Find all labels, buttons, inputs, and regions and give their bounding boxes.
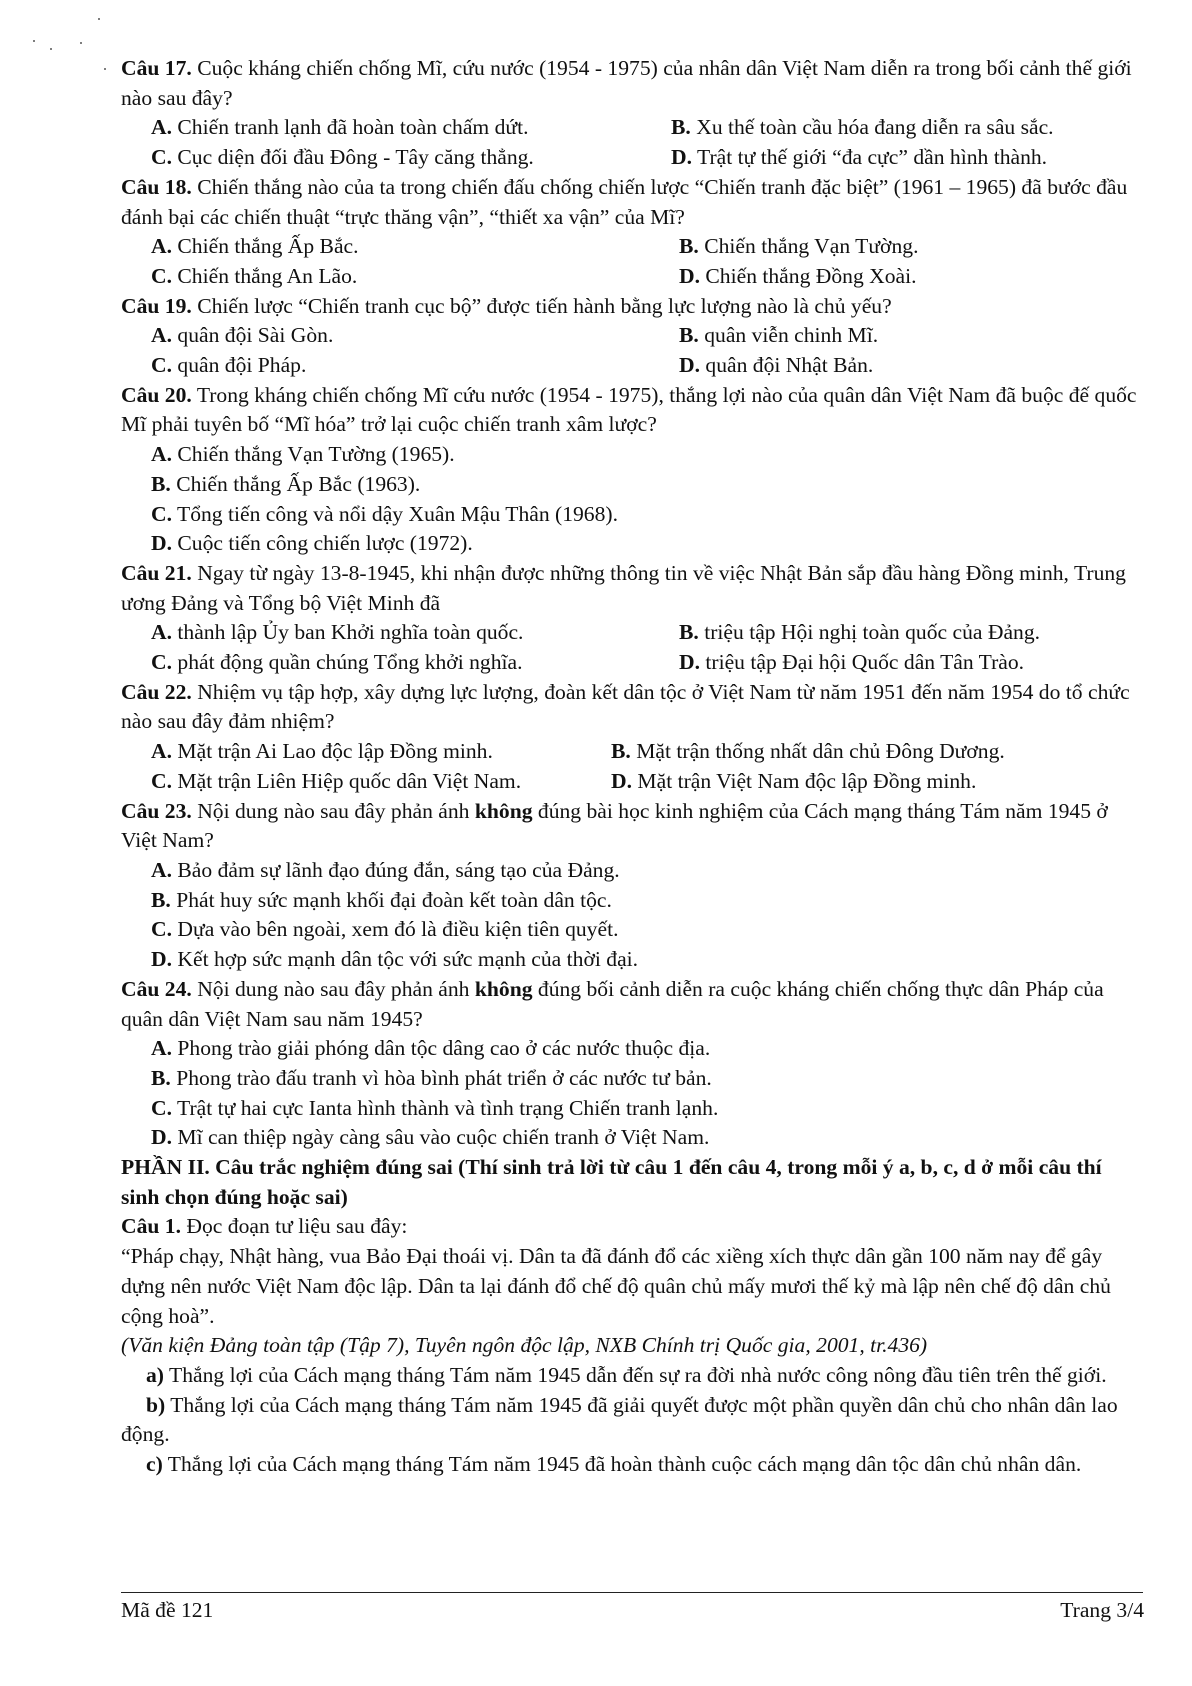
question-24	[121, 975, 1141, 1153]
source-quote: “Pháp chạy, Nhật hàng, vua Bảo Đại thoái vị. Dân ta đã đánh đổ các xiềng xích thực dân gần 100 năm nay để gây dựng nên nước Việt Nam độc lập. Dân ta lại đánh đổ chế độ quân chủ mấy mươi thế kỷ mà lập nên chế độ dân chủ cộng hoà”.	[121, 1244, 1111, 1328]
option-b: B. Mặt trận thống nhất dân chủ Đông Dương.	[611, 739, 1005, 764]
option-b: B. Phát huy sức mạnh khối đại đoàn kết toàn dân tộc.	[151, 887, 612, 912]
option-a: A. Chiến thắng Ấp Bắc.	[151, 234, 359, 259]
option-b: B. Chiến thắng Vạn Tường.	[679, 234, 919, 259]
statement-a: a) Thắng lợi của Cách mạng tháng Tám năm 1945 dẫn đến sự ra đời nhà nước công nông đầu tiên trên thế giới.	[146, 1362, 1107, 1387]
question-text: Đọc đoạn tư liệu sau đây:	[186, 1214, 408, 1239]
question-text: Trong kháng chiến chống Mĩ cứu nước (1954 - 1975), thắng lợi nào của quân dân Việt Nam đã buộc đế quốc Mĩ phải tuyên bố “Mĩ hóa” trở lại cuộc chiến tranh xâm lược?	[121, 382, 1137, 437]
option-a: A. Mặt trận Ai Lao độc lập Đồng minh.	[151, 739, 493, 764]
question-text: đúng bài học kinh nghiệm của Cách mạng tháng Tám năm 1945 ở Việt Nam?	[121, 798, 1108, 853]
part2-question-1	[121, 1212, 1141, 1242]
question-21	[121, 559, 1141, 678]
question-number: Câu 1.	[121, 1214, 181, 1239]
option-a: A. Bảo đảm sự lãnh đạo đúng đắn, sáng tạo của Đảng.	[151, 857, 620, 882]
question-text: Chiến lược “Chiến tranh cục bộ” được tiến hành bằng lực lượng nào là chủ yếu?	[197, 293, 892, 318]
question-number: Câu 20.	[121, 382, 192, 407]
exam-code: Mã đề 121	[121, 1598, 214, 1622]
question-emphasis: không	[474, 798, 533, 823]
option-c: C. Chiến thắng An Lão.	[151, 263, 358, 288]
option-b: B. triệu tập Hội nghị toàn quốc của Đảng.	[679, 620, 1041, 645]
option-d: D. Kết hợp sức mạnh dân tộc với sức mạnh của thời đại.	[151, 947, 639, 972]
option-c: C. phát động quần chúng Tổng khởi nghĩa.	[151, 650, 523, 675]
option-a: A. Phong trào giải phóng dân tộc dâng cao ở các nước thuộc địa.	[151, 1036, 711, 1061]
question-17	[121, 54, 1141, 173]
page-number: Trang 3/4	[1060, 1598, 1144, 1622]
question-18	[121, 173, 1141, 292]
option-d: D. Mặt trận Việt Nam độc lập Đồng minh.	[611, 768, 977, 793]
option-d: D. quân đội Nhật Bản.	[679, 353, 874, 378]
question-text: Nội dung nào sau đây phản ánh	[197, 976, 470, 1001]
option-d: D. Trật tự thế giới “đa cực” dần hình thành.	[671, 145, 1048, 170]
question-text: Nhiệm vụ tập hợp, xây dựng lực lượng, đoàn kết dân tộc ở Việt Nam từ năm 1951 đến năm 1954 do tổ chức nào sau đây đảm nhiệm?	[121, 679, 1130, 734]
statement-b: b) Thắng lợi của Cách mạng tháng Tám năm 1945 đã giải quyết được một phần quyền dân chủ cho nhân dân lao động.	[121, 1392, 1118, 1447]
option-b: B. Chiến thắng Ấp Bắc (1963).	[151, 471, 421, 496]
scan-speck	[80, 42, 82, 44]
option-c: C. Tổng tiến công và nổi dậy Xuân Mậu Thân (1968).	[151, 501, 618, 526]
option-c: C. Cục diện đối đầu Đông - Tây căng thẳng.	[151, 145, 534, 170]
question-number: Câu 22.	[121, 679, 192, 704]
question-text: Chiến thắng nào của ta trong chiến đấu chống chiến lược “Chiến tranh đặc biệt” (1961 – 1965) đã bước đầu đánh bại các chiến thuật “trực thăng vận”, “thiết xa vận” của Mĩ?	[121, 174, 1128, 229]
footer-divider	[121, 1592, 1143, 1593]
option-c: C. Trật tự hai cực Ianta hình thành và tình trạng Chiến tranh lạnh.	[151, 1095, 719, 1120]
scan-speck	[98, 18, 100, 20]
option-c: C. Dựa vào bên ngoài, xem đó là điều kiện tiên quyết.	[151, 917, 619, 942]
option-c: C. Mặt trận Liên Hiệp quốc dân Việt Nam.	[151, 768, 522, 793]
option-d: D. triệu tập Đại hội Quốc dân Tân Trào.	[679, 650, 1025, 675]
question-number: Câu 17.	[121, 56, 192, 80]
question-number: Câu 19.	[121, 293, 192, 318]
source-citation: (Văn kiện Đảng toàn tập (Tập 7), Tuyên ngôn độc lập, NXB Chính trị Quốc gia, 2001, tr.436)	[121, 1333, 928, 1358]
section-title-part2: PHẦN II. Câu trắc nghiệm đúng sai (Thí sinh trả lời từ câu 1 đến câu 4, trong mỗi ý a, b, c, d ở mỗi câu thí sinh chọn đúng hoặc sai)	[121, 1155, 1102, 1209]
question-text: đúng bối cảnh diễn ra cuộc kháng chiến chống thực dân Pháp của quân dân Việt Nam sau năm 1945?	[121, 976, 1104, 1031]
question-number: Câu 24.	[121, 976, 192, 1001]
exam-content	[121, 54, 1141, 1480]
question-19	[121, 292, 1141, 381]
question-text: Cuộc kháng chiến chống Mĩ, cứu nước (1954 - 1975) của nhân dân Việt Nam diễn ra trong bối cảnh thế giới nào sau đây?	[121, 56, 1132, 110]
option-d: D. Chiến thắng Đồng Xoài.	[679, 263, 917, 288]
option-a: A. thành lập Ủy ban Khởi nghĩa toàn quốc.	[151, 620, 524, 645]
question-number: Câu 21.	[121, 560, 192, 585]
question-number: Câu 18.	[121, 174, 192, 199]
option-a: A. quân đội Sài Gòn.	[151, 323, 334, 348]
option-b: B. Xu thế toàn cầu hóa đang diễn ra sâu sắc.	[671, 115, 1054, 140]
option-a: A. Chiến thắng Vạn Tường (1965).	[151, 442, 455, 467]
option-b: B. quân viễn chinh Mĩ.	[679, 323, 879, 348]
option-b: B. Phong trào đấu tranh vì hòa bình phát triển ở các nước tư bản.	[151, 1065, 712, 1090]
question-number: Câu 23.	[121, 798, 192, 823]
question-text: Nội dung nào sau đây phản ánh	[197, 798, 470, 823]
scan-speck	[104, 68, 106, 70]
scan-speck	[33, 40, 35, 42]
question-23	[121, 797, 1141, 975]
question-22	[121, 678, 1141, 797]
question-text: Ngay từ ngày 13-8-1945, khi nhận được những thông tin về việc Nhật Bản sắp đầu hàng Đồng minh, Trung ương Đảng và Tổng bộ Việt Minh đã	[121, 560, 1126, 615]
question-emphasis: không	[474, 976, 533, 1001]
option-c: C. quân đội Pháp.	[151, 353, 307, 378]
option-a: A. Chiến tranh lạnh đã hoàn toàn chấm dứt.	[151, 115, 529, 140]
scan-speck	[50, 48, 52, 50]
option-d: D. Mĩ can thiệp ngày càng sâu vào cuộc chiến tranh ở Việt Nam.	[151, 1125, 710, 1150]
option-d: D. Cuộc tiến công chiến lược (1972).	[151, 531, 473, 556]
question-20	[121, 381, 1141, 559]
statement-c: c) Thắng lợi của Cách mạng tháng Tám năm 1945 đã hoàn thành cuộc cách mạng dân tộc dân chủ nhân dân.	[146, 1452, 1082, 1477]
